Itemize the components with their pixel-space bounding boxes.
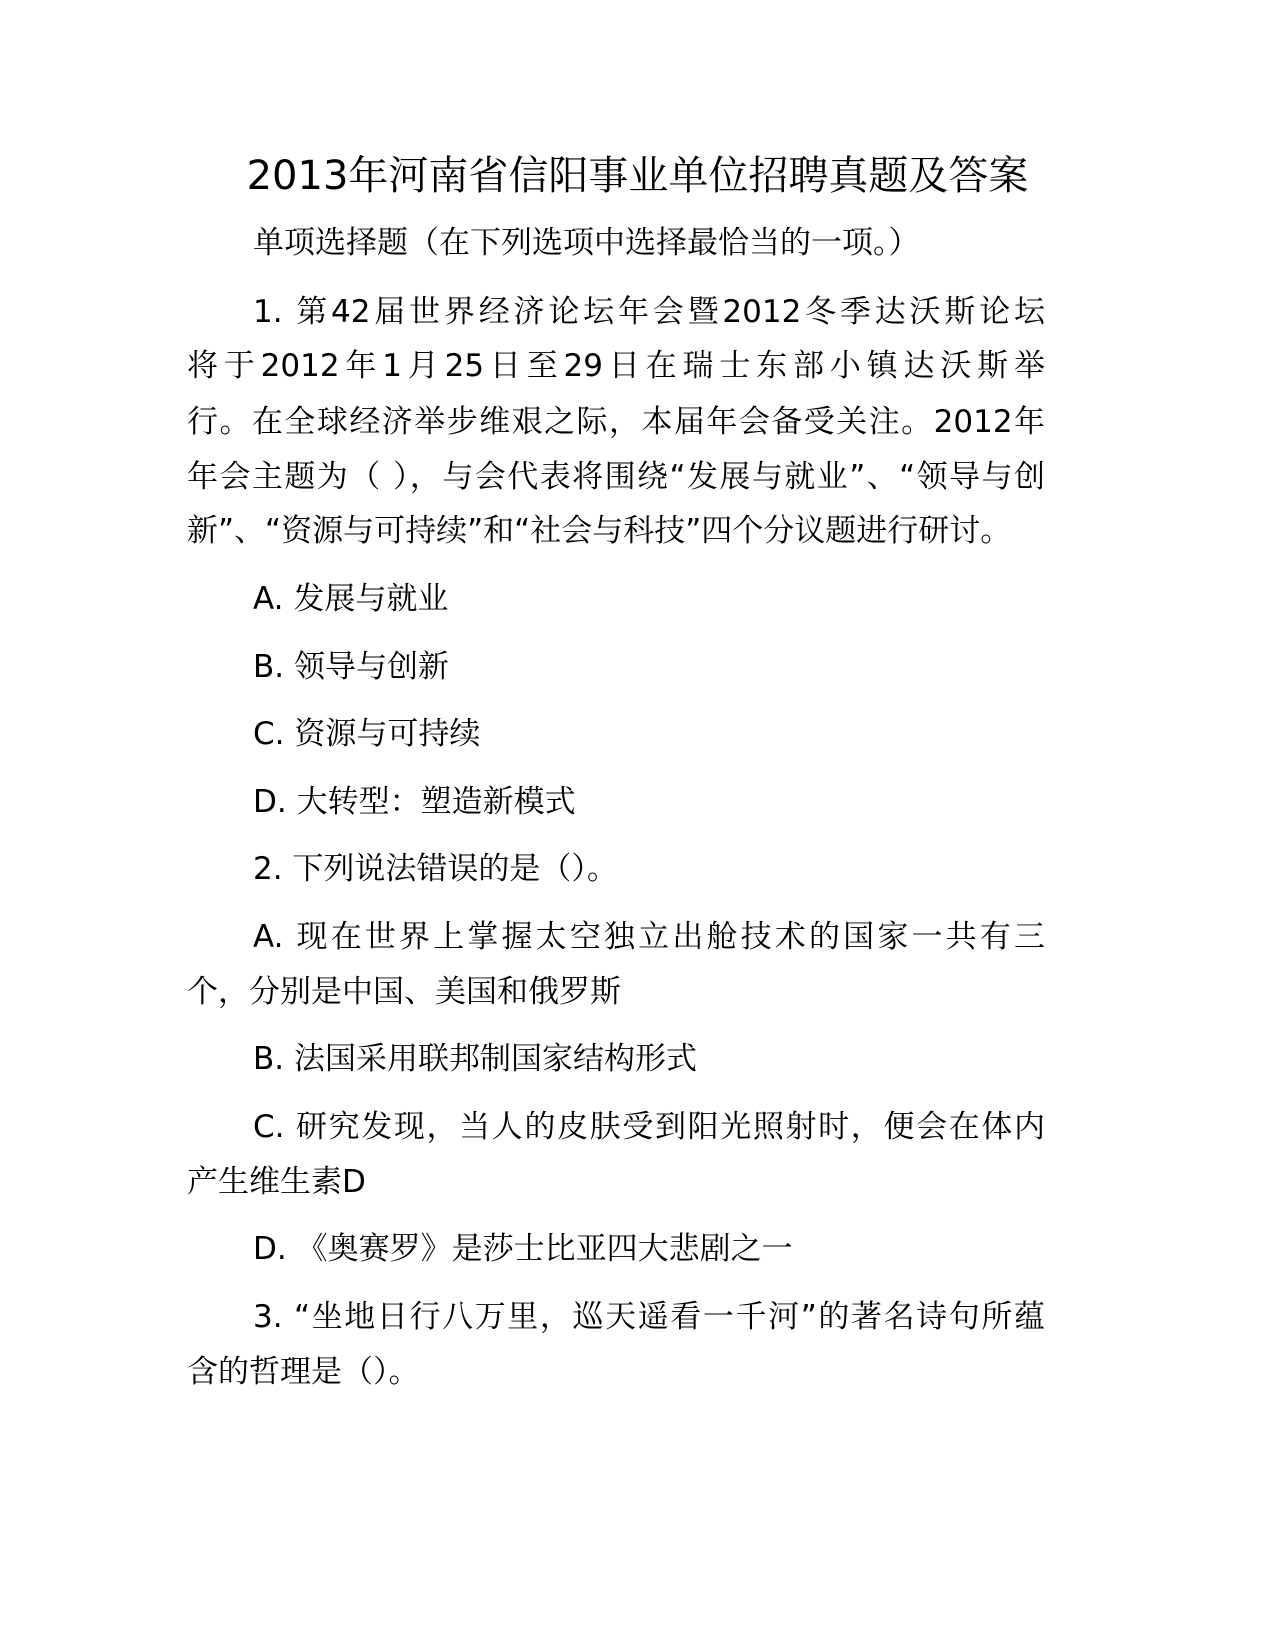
- question-1-line-3: 行。在全球经济举步维艰之际，本届年会备受关注。2012年: [187, 404, 1045, 440]
- question-2-option-c-line-2: 产生维生素D: [187, 1164, 366, 1200]
- question-2-option-b: B. 法国采用联邦制国家结构形式: [253, 1041, 697, 1077]
- question-1-option-a: A. 发展与就业: [253, 581, 449, 617]
- question-2-option-d: D. 《奥赛罗》是莎士比亚四大悲剧之一: [253, 1231, 793, 1267]
- document-title: 2013年河南省信阳事业单位招聘真题及答案: [246, 153, 1029, 199]
- section-heading: 单项选择题（在下列选项中选择最恰当的一项。）: [253, 225, 920, 261]
- question-3-line-1: 3. “坐地日行八万里，巡天遥看一千河”的著名诗句所蕴: [253, 1299, 1045, 1335]
- question-2-option-a-line-2: 个，分别是中国、美国和俄罗斯: [187, 974, 621, 1010]
- question-3-line-2: 含的哲理是（）。: [187, 1354, 420, 1390]
- question-1-option-b: B. 领导与创新: [253, 649, 449, 685]
- question-1-line-5: 新”、“资源与可持续”和“社会与科技”四个分议题进行研讨。: [187, 513, 1012, 549]
- question-1-line-4: 年会主题为（ ），与会代表将围绕“发展与就业”、“领导与创: [187, 459, 1045, 495]
- question-1-option-d: D. 大转型：塑造新模式: [253, 784, 576, 820]
- question-1-line-2: 将于2012年1月25日至29日在瑞士东部小镇达沃斯举: [187, 348, 1045, 384]
- question-1-line-1: 1. 第42届世界经济论坛年会暨2012冬季达沃斯论坛: [253, 294, 1045, 330]
- question-2-option-c-line-1: C. 研究发现，当人的皮肤受到阳光照射时，便会在体内: [253, 1109, 1045, 1145]
- question-2-line-1: 2. 下列说法错误的是（）。: [253, 851, 618, 887]
- question-2-option-a-line-1: A. 现在世界上掌握太空独立出舱技术的国家一共有三: [253, 919, 1045, 955]
- question-1-option-c: C. 资源与可持续: [253, 716, 481, 752]
